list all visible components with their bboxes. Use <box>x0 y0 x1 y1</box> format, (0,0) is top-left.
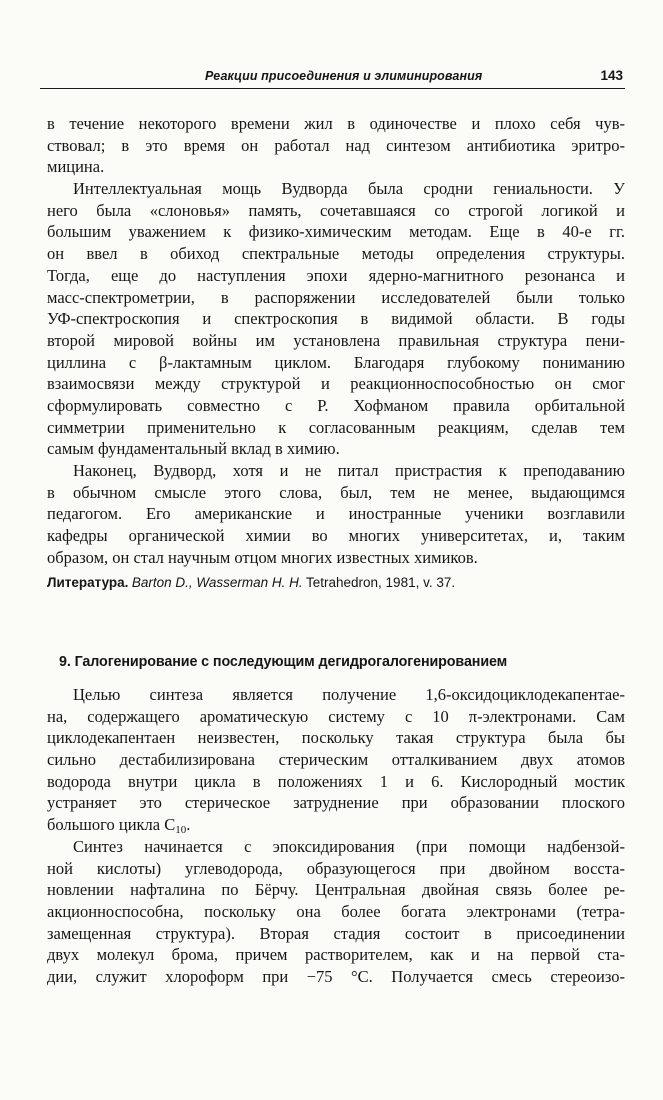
text-line: на, содержащего ароматическую систему с 10 π-электронами. Сам <box>47 706 625 726</box>
running-header <box>40 68 625 89</box>
text-line: мицина. <box>47 157 105 177</box>
text-line: в течение некоторого времени жил в одиночестве и плохо себя чув- <box>47 114 625 133</box>
text-line: Наконец, Вудворд, хотя и не питал пристрастия к преподаванию <box>73 461 625 480</box>
section-heading: 9. Галогенирование с последующим дегидрогалогенированием <box>59 654 508 670</box>
text-line: ной кислоты) углеводорода, образующегося при двойном восста- <box>47 858 625 878</box>
text-line: в обычном смысле этого слова, был, тем не менее, выдающимся <box>47 482 625 502</box>
text-line: устраняет это стерическое затруднение при образовании плоского <box>47 793 625 813</box>
text-line: Целью синтеза является получение 1,6-оксидоциклодекапентае- <box>73 685 625 704</box>
paragraph-woodward-teaching <box>47 460 625 568</box>
text-line: Синтез начинается с эпоксидирования (при помощи надбензой- <box>73 836 625 856</box>
body-text-top <box>47 113 625 568</box>
paragraph-synthesis-goal <box>47 684 625 836</box>
text-line: самым фундаментальный вклад в химию. <box>47 439 340 459</box>
text-line: сильно дестабилизирована стерическим отталкиванием двух атомов <box>47 750 625 770</box>
text-line: симметрии применительно к согласованным реакциям, сделав тем <box>47 417 625 437</box>
text-line: циллина с β-лактамным циклом. Благодаря глубокому пониманию <box>47 352 625 372</box>
references-authors: Barton D., Wasserman H. H. <box>131 575 303 590</box>
text-line-formula <box>47 814 625 836</box>
text-line: замещенная структура). Вторая стадия состоит в присоединении <box>47 923 625 943</box>
text-line: образом, он стал научным отцом многих известных химиков. <box>47 547 478 567</box>
text-line: педагогом. Его американские и иностранные ученики возглавили <box>47 504 625 524</box>
page-number: 143 <box>600 68 623 83</box>
text-line: дии, служит хлороформ при −75 °C. Получается смесь стереоизо- <box>47 966 625 986</box>
text-line: взаимосвязи между структурой и реакционноспособностью он смог <box>47 374 625 394</box>
references-label: Литература. <box>47 575 129 590</box>
text-line: Тогда, еще до наступления эпохи ядерно-магнитного резонанса и <box>47 265 625 285</box>
text-line: сформулировать совместно с Р. Хофманом правила орбитальной <box>47 395 625 415</box>
paragraph-synthesis-steps <box>47 836 625 988</box>
formula-subscript: 10 <box>175 824 187 836</box>
text-line: новлении нафталина по Бёрчу. Центральная двойная связь более ре- <box>47 880 625 900</box>
text-line: он ввел в обиход спектральные методы определения структуры. <box>47 244 625 264</box>
text-line: масс-спектрометрии, в распоряжении исследователей были только <box>47 287 625 307</box>
text-line: циклодекапентаен неизвестен, поскольку такая структура была бы <box>47 728 625 748</box>
paragraph-woodward-intellect <box>47 178 625 460</box>
text-line: второй мировой войны им установлена правильная структура пени- <box>47 330 625 350</box>
running-title: Реакции присоединения и элиминирования <box>205 69 483 83</box>
text-line: водорода внутри цикла в положениях 1 и 6. Кислородный мостик <box>47 771 625 791</box>
text-line: двух молекул брома, причем растворителем, как и на первой ста- <box>47 945 625 965</box>
references <box>47 574 625 592</box>
text-line: него была «слоновья» память, сочетавшаяся со строгой логикой и <box>47 200 625 220</box>
paragraph-continuation <box>47 113 625 178</box>
references-source: Tetrahedron, 1981, v. 37. <box>306 575 456 590</box>
text-line: акционноспособна, поскольку она более богата электронами (тетра- <box>47 901 625 921</box>
text-line: УФ-спектроскопия и спектроскопия в видимой области. В годы <box>47 309 625 329</box>
text-line: Интеллектуальная мощь Вудворда была сродни гениальности. У <box>73 179 625 199</box>
formula-period: . <box>186 815 191 835</box>
text-line: большим уважением к физико-химическим методам. Еще в 40-е гг. <box>47 222 625 242</box>
formula-text: большого цикла С <box>47 815 176 835</box>
text-line: ствовал; в это время он работал над синтезом антибиотика эритро- <box>47 135 625 155</box>
body-text-bottom <box>47 684 625 988</box>
text-line: кафедры органической химии во многих университетах, и, таким <box>47 526 625 546</box>
